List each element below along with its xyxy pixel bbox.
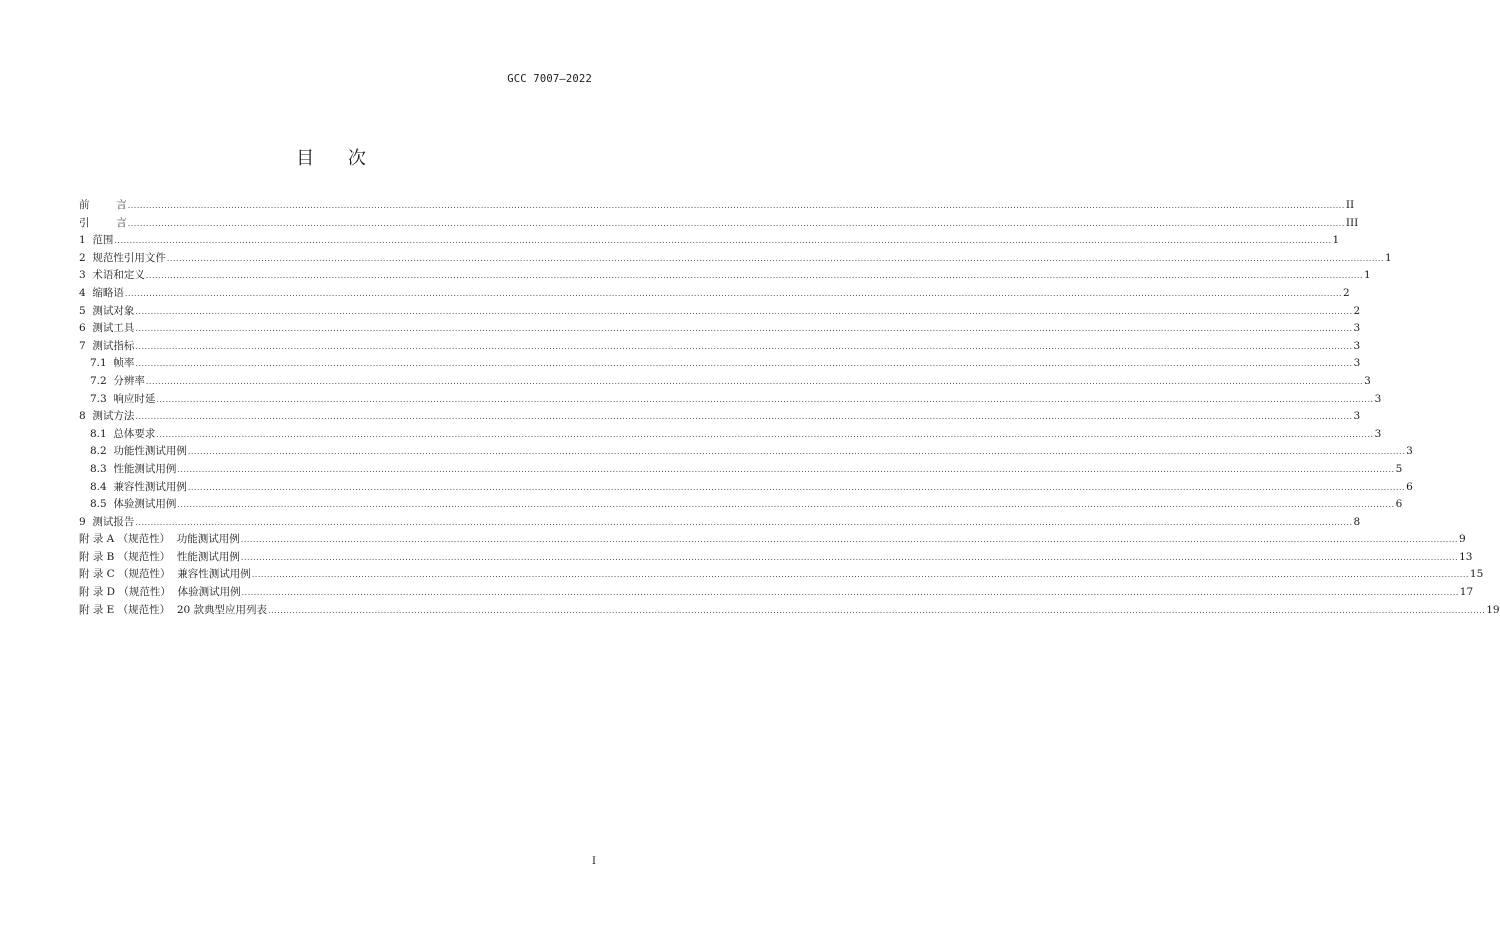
toc-entry[interactable] xyxy=(79,303,1361,321)
toc-entry[interactable] xyxy=(79,408,1361,426)
toc-entry[interactable] xyxy=(79,267,1371,285)
toc-entry[interactable] xyxy=(79,285,1350,303)
toc-entry-number: 7 xyxy=(79,339,93,352)
toc-entry-page: 3 xyxy=(1353,322,1361,335)
toc-entry-page: 9 xyxy=(1458,533,1466,546)
toc-leader-dots: ................................................................................................................................................................................................................................................................................................................................................................................................................ xyxy=(124,288,1343,298)
toc-leader-dots: ................................................................................................................................................................................................................................................................................................................................................................................................................ xyxy=(240,535,1458,545)
toc-entry-number: 3 xyxy=(79,269,93,282)
toc-entry-label: 性能测试用例 xyxy=(176,550,240,563)
toc-entry-label: 帧率 xyxy=(113,357,135,370)
toc-entry-number: 8 xyxy=(79,410,93,423)
toc-leader-dots: ................................................................................................................................................................................................................................................................................................................................................................................................................ xyxy=(251,570,1469,580)
toc-entry-label: 前 言 xyxy=(79,199,127,211)
toc-entry[interactable] xyxy=(79,531,1466,549)
toc-entry-page: 1 xyxy=(1364,269,1371,282)
toc-entry-label: 引 言 xyxy=(79,216,127,229)
toc-leader-dots: ................................................................................................................................................................................................................................................................................................................................................................................................................ xyxy=(135,412,1353,422)
toc-entry-page: 3 xyxy=(1353,410,1361,423)
toc-entry-number: 8.4 xyxy=(90,480,114,493)
toc-leader-dots: ................................................................................................................................................................................................................................................................................................................................................................................................................ xyxy=(268,605,1486,615)
toc-entry[interactable] xyxy=(79,197,1355,215)
toc-entry-label: 体验测试用例 xyxy=(113,498,177,511)
toc-entry[interactable] xyxy=(79,549,1473,567)
toc-entry-number: 4 xyxy=(79,286,93,299)
toc-entry-label: 测试指标 xyxy=(92,339,135,352)
toc-entry-page: 2 xyxy=(1353,304,1361,317)
toc-leader-dots: ................................................................................................................................................................................................................................................................................................................................................................................................................ xyxy=(177,500,1395,510)
toc-entry[interactable] xyxy=(79,479,1413,497)
toc-entry-number: 8.1 xyxy=(90,427,114,440)
toc-entry-label: 缩略语 xyxy=(92,286,124,299)
toc-entry-page: 13 xyxy=(1459,550,1473,563)
toc-entry-page: II xyxy=(1345,199,1355,211)
toc-entry-number: 2 xyxy=(79,251,93,264)
toc-entry-label: 响应时延 xyxy=(113,392,156,405)
toc-entry-number: 附 录 D （规范性） xyxy=(79,586,178,599)
toc-entry-page: 3 xyxy=(1364,374,1371,387)
toc-entry-page: 1 xyxy=(1385,251,1392,264)
toc-entry-label: 总体要求 xyxy=(113,427,156,440)
toc-entry-label: 测试工具 xyxy=(92,322,135,335)
toc-entry-label: 20 款典型应用列表 xyxy=(176,603,268,616)
toc-leader-dots: ................................................................................................................................................................................................................................................................................................................................................................................................................ xyxy=(135,341,1353,351)
toc-entry-page: 3 xyxy=(1374,427,1382,440)
toc-leader-dots: ................................................................................................................................................................................................................................................................................................................................................................................................................ xyxy=(135,359,1353,369)
toc-entry-page: 15 xyxy=(1469,568,1484,581)
toc-leader-dots: ................................................................................................................................................................................................................................................................................................................................................................................................................ xyxy=(187,482,1406,492)
toc-entry[interactable] xyxy=(79,320,1361,338)
toc-entry-label: 兼容性测试用例 xyxy=(177,568,251,581)
toc-entry-number: 8.2 xyxy=(90,445,114,458)
toc-leader-dots: ................................................................................................................................................................................................................................................................................................................................................................................................................ xyxy=(135,324,1353,334)
toc-leader-dots: ................................................................................................................................................................................................................................................................................................................................................................................................................ xyxy=(145,376,1364,386)
toc-entry-page: 3 xyxy=(1353,339,1361,352)
toc-entry-label: 体验测试用例 xyxy=(177,586,241,599)
toc-leader-dots: ................................................................................................................................................................................................................................................................................................................................................................................................................ xyxy=(187,447,1406,457)
toc-entry[interactable] xyxy=(79,584,1474,602)
toc-entry[interactable] xyxy=(79,338,1361,356)
toc-entry[interactable] xyxy=(79,496,1403,514)
toc-entry-page: 8 xyxy=(1353,515,1361,528)
toc-entry-number: 8.3 xyxy=(90,462,114,475)
toc-entry-label: 规范性引用文件 xyxy=(92,251,166,264)
toc-entry-page: 6 xyxy=(1395,498,1403,511)
toc-entry-label: 测试对象 xyxy=(92,304,135,317)
document-code: GCC 7007—2022 xyxy=(507,73,592,85)
toc-entry-number: 1 xyxy=(79,234,93,247)
toc-entry-number: 7.3 xyxy=(90,392,114,405)
toc-entry-page: 19 xyxy=(1486,603,1500,616)
toc-entry-page: 3 xyxy=(1406,445,1413,458)
toc-entry[interactable] xyxy=(79,514,1361,532)
toc-entry[interactable] xyxy=(79,355,1361,373)
toc-entry-page: 1 xyxy=(1332,234,1340,247)
toc-entry-number: 附 录 E （规范性） xyxy=(79,603,177,616)
toc-title: 目 次 xyxy=(296,148,380,169)
toc-entry-number: 8.5 xyxy=(90,498,114,511)
toc-leader-dots: ................................................................................................................................................................................................................................................................................................................................................................................................................ xyxy=(145,271,1364,281)
toc-leader-dots: ................................................................................................................................................................................................................................................................................................................................................................................................................ xyxy=(127,201,1345,210)
toc-entry-page: 17 xyxy=(1459,586,1474,599)
toc-entry[interactable] xyxy=(79,215,1359,233)
toc-leader-dots: ................................................................................................................................................................................................................................................................................................................................................................................................................ xyxy=(240,552,1459,562)
toc-leader-dots: ................................................................................................................................................................................................................................................................................................................................................................................................................ xyxy=(156,394,1374,404)
toc-entry-label: 功能测试用例 xyxy=(176,533,240,546)
toc-entry[interactable] xyxy=(79,602,1500,620)
toc-entry[interactable] xyxy=(79,391,1382,409)
toc-entry-page: 5 xyxy=(1395,462,1403,475)
toc-entry-number: 附 录 B （规范性） xyxy=(79,550,177,563)
toc-entry-number: 9 xyxy=(79,515,93,528)
toc-entry-label: 术语和定义 xyxy=(92,269,145,282)
toc-leader-dots: ................................................................................................................................................................................................................................................................................................................................................................................................................ xyxy=(135,306,1353,316)
toc-entry[interactable] xyxy=(79,373,1371,391)
toc-entry-label: 功能性测试用例 xyxy=(113,445,187,458)
toc-entry-label: 范围 xyxy=(92,234,114,247)
toc-entry-label: 测试报告 xyxy=(92,515,135,528)
toc-leader-dots: ................................................................................................................................................................................................................................................................................................................................................................................................................ xyxy=(114,236,1332,246)
toc-leader-dots: ................................................................................................................................................................................................................................................................................................................................................................................................................ xyxy=(241,588,1459,598)
toc-leader-dots: ................................................................................................................................................................................................................................................................................................................................................................................................................ xyxy=(127,218,1345,228)
toc-entry[interactable] xyxy=(79,461,1403,479)
toc-entry-number: 6 xyxy=(79,322,93,335)
toc-entry-label: 测试方法 xyxy=(92,410,135,423)
toc-leader-dots: ................................................................................................................................................................................................................................................................................................................................................................................................................ xyxy=(156,429,1374,439)
toc-entry-number: 7.1 xyxy=(90,357,114,370)
toc-entry-page: 3 xyxy=(1353,357,1361,370)
toc-entry[interactable] xyxy=(79,232,1340,250)
toc-leader-dots: ................................................................................................................................................................................................................................................................................................................................................................................................................ xyxy=(135,517,1353,527)
table-of-contents xyxy=(79,197,1500,619)
toc-entry-number: 附 录 C （规范性） xyxy=(79,568,178,581)
toc-entry[interactable] xyxy=(79,443,1413,461)
toc-entry-page: 3 xyxy=(1374,392,1382,405)
toc-entry[interactable] xyxy=(79,426,1382,444)
toc-leader-dots: ................................................................................................................................................................................................................................................................................................................................................................................................................ xyxy=(166,253,1385,263)
toc-leader-dots: ................................................................................................................................................................................................................................................................................................................................................................................................................ xyxy=(177,464,1395,474)
toc-entry-label: 兼容性测试用例 xyxy=(113,480,187,493)
toc-entry-label: 性能测试用例 xyxy=(113,462,177,475)
toc-entry-number: 7.2 xyxy=(90,374,114,387)
toc-entry-page: III xyxy=(1345,216,1359,229)
toc-entry[interactable] xyxy=(79,566,1484,584)
toc-entry-label: 分辨率 xyxy=(113,374,145,387)
page-number: I xyxy=(592,856,596,867)
toc-entry[interactable] xyxy=(79,250,1392,268)
toc-entry-page: 6 xyxy=(1406,480,1413,493)
toc-entry-page: 2 xyxy=(1343,286,1350,299)
toc-entry-number: 5 xyxy=(79,304,93,317)
toc-entry-number: 附 录 A （规范性） xyxy=(79,533,177,546)
